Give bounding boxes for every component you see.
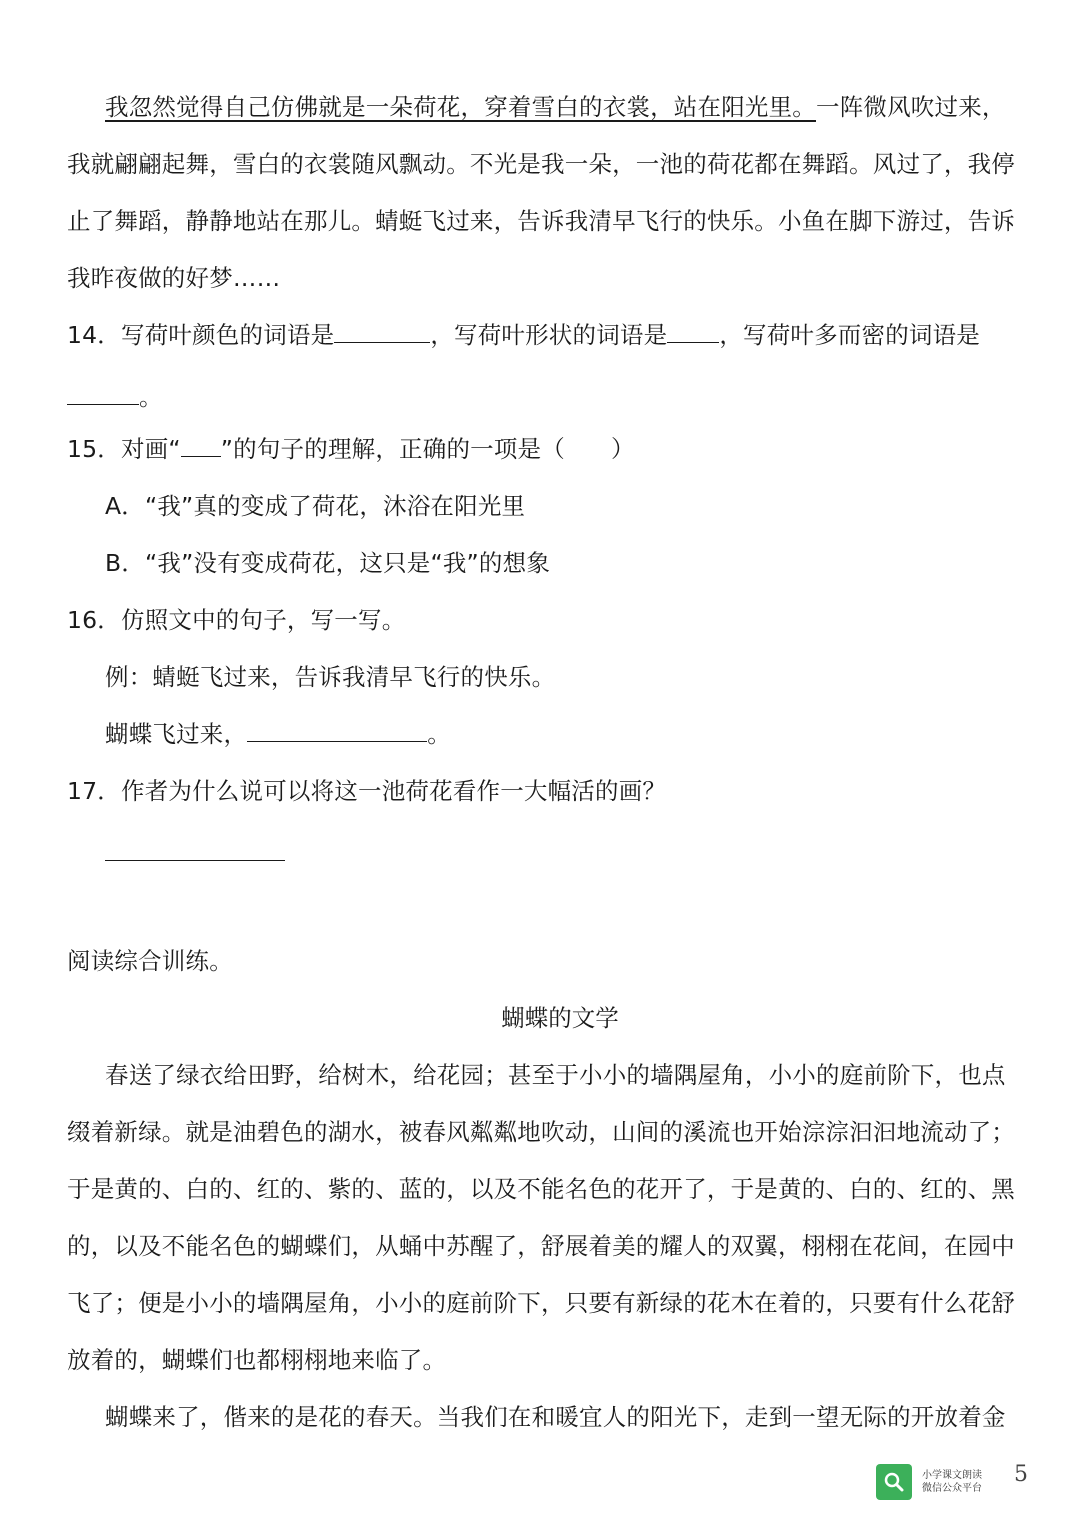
q16-answer-line	[105, 717, 1013, 751]
question-14-cont	[67, 380, 1013, 414]
question-17: 17．作者为什么说可以将这一池荷花看作一大幅活的画？	[67, 777, 667, 805]
q16-example: 例：蜻蜓飞过来，告诉我清早飞行的快乐。	[105, 663, 556, 691]
logo-line-1: 小学课文朗读	[922, 1470, 982, 1481]
answer-blank-q17[interactable]	[105, 836, 285, 861]
q15-suffix: ”的句子的理解，正确的一项是（	[220, 435, 565, 463]
option-a[interactable]: A．“我”真的变成了荷花，沐浴在阳光里	[105, 492, 526, 520]
section-heading: 阅读综合训练。	[67, 947, 233, 975]
question-16: 16．仿照文中的句子，写一写。	[67, 606, 406, 634]
passage-line: 我昨夜做的好梦……	[67, 264, 281, 292]
passage-line: 我就翩翩起舞，雪白的衣裳随风飘动。不光是我一朵，一池的荷花都在舞蹈。风过了，我停	[67, 150, 1015, 178]
passage2-line: 放着的，蝴蝶们也都栩栩地来临了。	[67, 1346, 447, 1374]
logo-line-2: 微信公众平台	[922, 1483, 982, 1494]
passage-line: 止了舞蹈，静静地站在那儿。蜻蜓飞过来，告诉我清早飞行的快乐。小鱼在脚下游过，告诉	[67, 207, 1015, 235]
passage-title: 蝴蝶的文学	[501, 1004, 619, 1032]
passage2-line: 春送了绿衣给田野，给树木，给花园；甚至于小小的墙隅屋角，小小的庭前阶下，也点	[105, 1061, 1006, 1089]
q14-end: 。	[139, 383, 163, 411]
wechat-logo	[876, 1462, 996, 1502]
answer-blank-shape[interactable]	[667, 318, 719, 343]
passage2-line: 缀着新绿。就是油碧色的湖水，被春风粼粼地吹动，山间的溪流也开始淙淙汩汩地流动了；	[67, 1118, 1015, 1146]
passage-text: 一阵微风吹过来，	[816, 93, 1006, 121]
q14-part1: 14．写荷叶颜色的词语是	[67, 321, 335, 349]
q17-answer-line	[105, 836, 1013, 870]
passage-line	[105, 90, 1013, 124]
q16-prompt: 蝴蝶飞过来，	[105, 720, 248, 748]
logo-text	[922, 1469, 982, 1495]
option-b[interactable]: B．“我”没有变成荷花，这只是“我”的想象	[105, 549, 551, 577]
answer-blank-color[interactable]	[334, 318, 430, 343]
q14-part3: ，写荷叶多而密的词语是	[719, 321, 981, 349]
passage2-line: 的，以及不能名色的蝴蝶们，从蛹中苏醒了，舒展着美的耀人的双翼，栩栩在花间，在园中	[67, 1232, 1015, 1260]
page-number: 5	[1014, 1462, 1028, 1487]
passage2-line: 于是黄的、白的、红的、紫的、蓝的，以及不能名色的花开了，于是黄的、白的、红的、黑	[67, 1175, 1015, 1203]
q15-close: ）	[610, 435, 635, 463]
q14-part2: ，写荷叶形状的词语是	[430, 321, 668, 349]
underlined-sentence: 我忽然觉得自己仿佛就是一朵荷花，穿着雪白的衣裳，站在阳光里。	[105, 93, 816, 121]
q16-end: 。	[427, 720, 451, 748]
search-icon	[876, 1464, 912, 1500]
question-15	[67, 432, 1013, 466]
answer-blank-butterfly[interactable]	[247, 717, 427, 742]
question-14	[67, 318, 1013, 352]
passage2-line: 飞了；便是小小的墙隅屋角，小小的庭前阶下，只要有新绿的花木在着的，只要有什么花舒	[67, 1289, 1015, 1317]
underline-marker	[181, 432, 221, 457]
answer-blank-dense[interactable]	[67, 380, 139, 405]
q15-prefix: 15．对画“	[67, 435, 181, 463]
passage2-line: 蝴蝶来了，偕来的是花的春天。当我们在和暖宜人的阳光下，走到一望无际的开放着金	[105, 1403, 1006, 1431]
